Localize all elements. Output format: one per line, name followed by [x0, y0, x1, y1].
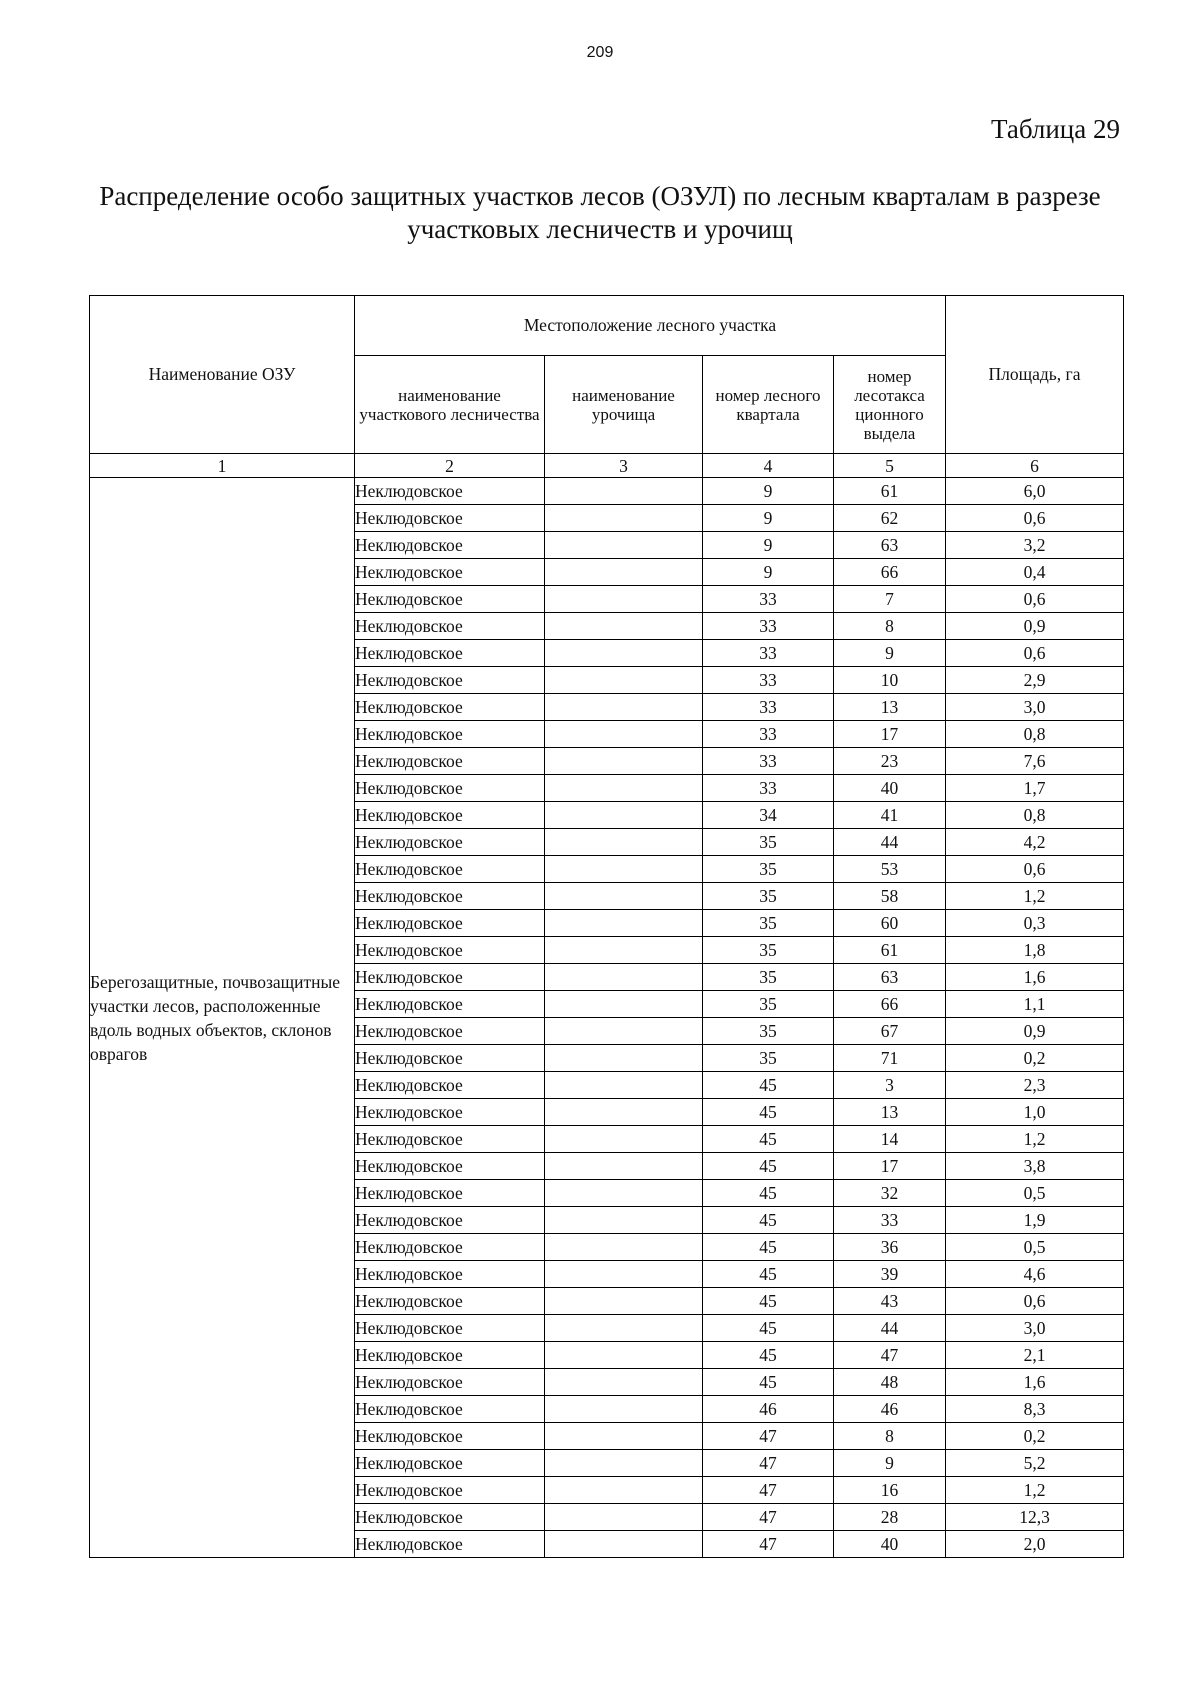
- cell-area: 6,0: [946, 478, 1124, 505]
- cell-kvartal: 35: [703, 910, 834, 937]
- cell-lesnichestvo: Неклюдовское: [355, 1504, 545, 1531]
- cell-area: 0,8: [946, 802, 1124, 829]
- cell-area: 1,0: [946, 1099, 1124, 1126]
- cell-kvartal: 33: [703, 694, 834, 721]
- column-number: 1: [90, 454, 355, 478]
- column-number: 2: [355, 454, 545, 478]
- cell-kvartal: 33: [703, 667, 834, 694]
- cell-urochishche: [545, 1018, 703, 1045]
- cell-area: 8,3: [946, 1396, 1124, 1423]
- cell-lesnichestvo: Неклюдовское: [355, 532, 545, 559]
- cell-vydel: 58: [834, 883, 946, 910]
- cell-area: 7,6: [946, 748, 1124, 775]
- cell-lesnichestvo: Неклюдовское: [355, 478, 545, 505]
- page-number: 209: [586, 44, 614, 61]
- cell-lesnichestvo: Неклюдовское: [355, 1477, 545, 1504]
- cell-kvartal: 9: [703, 505, 834, 532]
- cell-kvartal: 45: [703, 1207, 834, 1234]
- cell-urochishche: [545, 910, 703, 937]
- cell-kvartal: 45: [703, 1072, 834, 1099]
- cell-kvartal: 47: [703, 1423, 834, 1450]
- cell-vydel: 62: [834, 505, 946, 532]
- cell-urochishche: [545, 856, 703, 883]
- cell-lesnichestvo: Неклюдовское: [355, 1099, 545, 1126]
- cell-urochishche: [545, 1423, 703, 1450]
- cell-urochishche: [545, 1531, 703, 1558]
- cell-lesnichestvo: Неклюдовское: [355, 1180, 545, 1207]
- cell-lesnichestvo: Неклюдовское: [355, 1045, 545, 1072]
- table-label: Таблица 29: [991, 114, 1120, 144]
- cell-area: 0,6: [946, 856, 1124, 883]
- cell-lesnichestvo: Неклюдовское: [355, 1288, 545, 1315]
- cell-urochishche: [545, 883, 703, 910]
- cell-kvartal: 47: [703, 1450, 834, 1477]
- cell-vydel: 41: [834, 802, 946, 829]
- cell-vydel: 32: [834, 1180, 946, 1207]
- cell-kvartal: 9: [703, 559, 834, 586]
- cell-area: 0,6: [946, 586, 1124, 613]
- cell-lesnichestvo: Неклюдовское: [355, 694, 545, 721]
- cell-urochishche: [545, 1099, 703, 1126]
- cell-urochishche: [545, 613, 703, 640]
- column-number: 4: [703, 454, 834, 478]
- cell-kvartal: 35: [703, 1045, 834, 1072]
- cell-urochishche: [545, 1369, 703, 1396]
- cell-lesnichestvo: Неклюдовское: [355, 1450, 545, 1477]
- cell-area: 2,3: [946, 1072, 1124, 1099]
- cell-vydel: 66: [834, 991, 946, 1018]
- cell-lesnichestvo: Неклюдовское: [355, 1315, 545, 1342]
- cell-lesnichestvo: Неклюдовское: [355, 1369, 545, 1396]
- cell-urochishche: [545, 1288, 703, 1315]
- cell-kvartal: 33: [703, 640, 834, 667]
- cell-lesnichestvo: Неклюдовское: [355, 829, 545, 856]
- cell-area: 3,0: [946, 694, 1124, 721]
- column-number: 6: [946, 454, 1124, 478]
- cell-area: 0,2: [946, 1423, 1124, 1450]
- cell-kvartal: 45: [703, 1126, 834, 1153]
- cell-lesnichestvo: Неклюдовское: [355, 937, 545, 964]
- cell-vydel: 39: [834, 1261, 946, 1288]
- cell-lesnichestvo: Неклюдовское: [355, 1423, 545, 1450]
- cell-urochishche: [545, 829, 703, 856]
- cell-urochishche: [545, 775, 703, 802]
- cell-area: 0,9: [946, 1018, 1124, 1045]
- cell-kvartal: 45: [703, 1180, 834, 1207]
- cell-kvartal: 33: [703, 613, 834, 640]
- cell-kvartal: 45: [703, 1099, 834, 1126]
- column-number-row: [90, 454, 1124, 478]
- cell-vydel: 40: [834, 1531, 946, 1558]
- header-kvartal: номер лесного квартала: [703, 356, 834, 454]
- cell-vydel: 71: [834, 1045, 946, 1072]
- cell-vydel: 10: [834, 667, 946, 694]
- cell-vydel: 23: [834, 748, 946, 775]
- cell-vydel: 17: [834, 1153, 946, 1180]
- cell-lesnichestvo: Неклюдовское: [355, 559, 545, 586]
- cell-urochishche: [545, 505, 703, 532]
- cell-kvartal: 45: [703, 1261, 834, 1288]
- cell-area: 3,2: [946, 532, 1124, 559]
- cell-urochishche: [545, 532, 703, 559]
- cell-lesnichestvo: Неклюдовское: [355, 721, 545, 748]
- header-urochishche: наименование урочища: [545, 356, 703, 454]
- cell-vydel: 66: [834, 559, 946, 586]
- cell-area: 2,1: [946, 1342, 1124, 1369]
- cell-kvartal: 45: [703, 1288, 834, 1315]
- cell-kvartal: 47: [703, 1531, 834, 1558]
- cell-vydel: 8: [834, 613, 946, 640]
- cell-lesnichestvo: Неклюдовское: [355, 856, 545, 883]
- cell-vydel: 8: [834, 1423, 946, 1450]
- cell-lesnichestvo: Неклюдовское: [355, 1126, 545, 1153]
- cell-vydel: 36: [834, 1234, 946, 1261]
- cell-urochishche: [545, 1072, 703, 1099]
- cell-kvartal: 45: [703, 1315, 834, 1342]
- cell-urochishche: [545, 1450, 703, 1477]
- cell-urochishche: [545, 559, 703, 586]
- cell-area: 2,0: [946, 1531, 1124, 1558]
- table-row: [90, 478, 1124, 505]
- cell-area: 5,2: [946, 1450, 1124, 1477]
- cell-vydel: 40: [834, 775, 946, 802]
- cell-kvartal: 45: [703, 1342, 834, 1369]
- cell-vydel: 63: [834, 532, 946, 559]
- cell-vydel: 9: [834, 1450, 946, 1477]
- cell-vydel: 47: [834, 1342, 946, 1369]
- header-location-group: Местоположение лесного участка: [355, 296, 946, 356]
- cell-urochishche: [545, 1234, 703, 1261]
- cell-kvartal: 35: [703, 937, 834, 964]
- cell-area: 1,6: [946, 1369, 1124, 1396]
- document-title: Распределение особо защитных участков лесов (ОЗУЛ) по лесным кварталам в разрезе участковых лесничеств и урочищ: [99, 181, 1101, 244]
- cell-urochishche: [545, 1207, 703, 1234]
- cell-vydel: 44: [834, 829, 946, 856]
- cell-vydel: 61: [834, 937, 946, 964]
- cell-kvartal: 34: [703, 802, 834, 829]
- cell-kvartal: 33: [703, 721, 834, 748]
- cell-urochishche: [545, 1045, 703, 1072]
- cell-urochishche: [545, 640, 703, 667]
- cell-kvartal: 47: [703, 1477, 834, 1504]
- cell-lesnichestvo: Неклюдовское: [355, 802, 545, 829]
- cell-urochishche: [545, 1396, 703, 1423]
- header-area: Площадь, га: [946, 296, 1124, 454]
- table-header: [90, 296, 1124, 478]
- cell-area: 0,6: [946, 1288, 1124, 1315]
- cell-vydel: 33: [834, 1207, 946, 1234]
- cell-kvartal: 35: [703, 991, 834, 1018]
- cell-area: 1,6: [946, 964, 1124, 991]
- cell-kvartal: 9: [703, 532, 834, 559]
- table-body: [90, 478, 1124, 1558]
- cell-area: 0,2: [946, 1045, 1124, 1072]
- cell-area: 12,3: [946, 1504, 1124, 1531]
- ozu-table: [89, 295, 1124, 1558]
- cell-lesnichestvo: Неклюдовское: [355, 964, 545, 991]
- cell-kvartal: 45: [703, 1369, 834, 1396]
- cell-area: 3,0: [946, 1315, 1124, 1342]
- header-vydel: номер лесотакса ционного выдела: [834, 356, 946, 454]
- cell-lesnichestvo: Неклюдовское: [355, 883, 545, 910]
- cell-vydel: 60: [834, 910, 946, 937]
- header-lesnichestvo: наименование участкового лесничества: [355, 356, 545, 454]
- cell-lesnichestvo: Неклюдовское: [355, 775, 545, 802]
- cell-area: 0,5: [946, 1234, 1124, 1261]
- cell-lesnichestvo: Неклюдовское: [355, 1153, 545, 1180]
- cell-urochishche: [545, 1342, 703, 1369]
- column-number: 5: [834, 454, 946, 478]
- cell-kvartal: 35: [703, 964, 834, 991]
- cell-vydel: 44: [834, 1315, 946, 1342]
- cell-area: 0,3: [946, 910, 1124, 937]
- cell-vydel: 28: [834, 1504, 946, 1531]
- cell-kvartal: 45: [703, 1234, 834, 1261]
- cell-urochishche: [545, 964, 703, 991]
- ozu-name-cell: Берегозащитные, почвозащитные участки лесов, расположенные вдоль водных объектов, склонов оврагов: [90, 478, 355, 1558]
- cell-area: 3,8: [946, 1153, 1124, 1180]
- cell-kvartal: 35: [703, 856, 834, 883]
- cell-vydel: 53: [834, 856, 946, 883]
- cell-vydel: 17: [834, 721, 946, 748]
- cell-area: 1,1: [946, 991, 1124, 1018]
- cell-vydel: 14: [834, 1126, 946, 1153]
- cell-lesnichestvo: Неклюдовское: [355, 1018, 545, 1045]
- cell-urochishche: [545, 586, 703, 613]
- cell-area: 4,2: [946, 829, 1124, 856]
- cell-lesnichestvo: Неклюдовское: [355, 505, 545, 532]
- cell-lesnichestvo: Неклюдовское: [355, 1234, 545, 1261]
- cell-lesnichestvo: Неклюдовское: [355, 1531, 545, 1558]
- cell-kvartal: 9: [703, 478, 834, 505]
- cell-urochishche: [545, 991, 703, 1018]
- cell-vydel: 3: [834, 1072, 946, 1099]
- cell-kvartal: 33: [703, 775, 834, 802]
- cell-area: 1,2: [946, 883, 1124, 910]
- cell-urochishche: [545, 1504, 703, 1531]
- cell-lesnichestvo: Неклюдовское: [355, 1261, 545, 1288]
- cell-lesnichestvo: Неклюдовское: [355, 613, 545, 640]
- cell-urochishche: [545, 802, 703, 829]
- cell-vydel: 7: [834, 586, 946, 613]
- cell-vydel: 13: [834, 1099, 946, 1126]
- cell-urochishche: [545, 667, 703, 694]
- cell-area: 1,7: [946, 775, 1124, 802]
- column-number: 3: [545, 454, 703, 478]
- cell-kvartal: 45: [703, 1153, 834, 1180]
- cell-urochishche: [545, 937, 703, 964]
- cell-lesnichestvo: Неклюдовское: [355, 1342, 545, 1369]
- cell-kvartal: 46: [703, 1396, 834, 1423]
- cell-vydel: 43: [834, 1288, 946, 1315]
- cell-vydel: 46: [834, 1396, 946, 1423]
- cell-kvartal: 35: [703, 829, 834, 856]
- cell-lesnichestvo: Неклюдовское: [355, 586, 545, 613]
- cell-vydel: 9: [834, 640, 946, 667]
- cell-lesnichestvo: Неклюдовское: [355, 1072, 545, 1099]
- cell-vydel: 67: [834, 1018, 946, 1045]
- cell-urochishche: [545, 1261, 703, 1288]
- cell-lesnichestvo: Неклюдовское: [355, 991, 545, 1018]
- header-ozu-name: Наименование ОЗУ: [90, 296, 355, 454]
- cell-vydel: 63: [834, 964, 946, 991]
- cell-lesnichestvo: Неклюдовское: [355, 1396, 545, 1423]
- cell-urochishche: [545, 748, 703, 775]
- cell-urochishche: [545, 1126, 703, 1153]
- cell-urochishche: [545, 1180, 703, 1207]
- cell-kvartal: 33: [703, 748, 834, 775]
- cell-kvartal: 33: [703, 586, 834, 613]
- cell-kvartal: 47: [703, 1504, 834, 1531]
- cell-urochishche: [545, 1153, 703, 1180]
- cell-area: 1,2: [946, 1126, 1124, 1153]
- cell-area: 4,6: [946, 1261, 1124, 1288]
- cell-vydel: 48: [834, 1369, 946, 1396]
- cell-area: 0,9: [946, 613, 1124, 640]
- cell-lesnichestvo: Неклюдовское: [355, 748, 545, 775]
- cell-urochishche: [545, 478, 703, 505]
- cell-area: 1,9: [946, 1207, 1124, 1234]
- cell-area: 0,8: [946, 721, 1124, 748]
- cell-area: 0,6: [946, 505, 1124, 532]
- cell-lesnichestvo: Неклюдовское: [355, 910, 545, 937]
- cell-vydel: 13: [834, 694, 946, 721]
- cell-urochishche: [545, 1315, 703, 1342]
- cell-kvartal: 35: [703, 1018, 834, 1045]
- cell-urochishche: [545, 721, 703, 748]
- cell-lesnichestvo: Неклюдовское: [355, 640, 545, 667]
- cell-urochishche: [545, 1477, 703, 1504]
- cell-area: 0,4: [946, 559, 1124, 586]
- cell-urochishche: [545, 694, 703, 721]
- cell-vydel: 16: [834, 1477, 946, 1504]
- cell-lesnichestvo: Неклюдовское: [355, 1207, 545, 1234]
- cell-area: 0,5: [946, 1180, 1124, 1207]
- cell-area: 1,2: [946, 1477, 1124, 1504]
- cell-area: 0,6: [946, 640, 1124, 667]
- cell-vydel: 61: [834, 478, 946, 505]
- cell-kvartal: 35: [703, 883, 834, 910]
- cell-lesnichestvo: Неклюдовское: [355, 667, 545, 694]
- cell-area: 1,8: [946, 937, 1124, 964]
- cell-area: 2,9: [946, 667, 1124, 694]
